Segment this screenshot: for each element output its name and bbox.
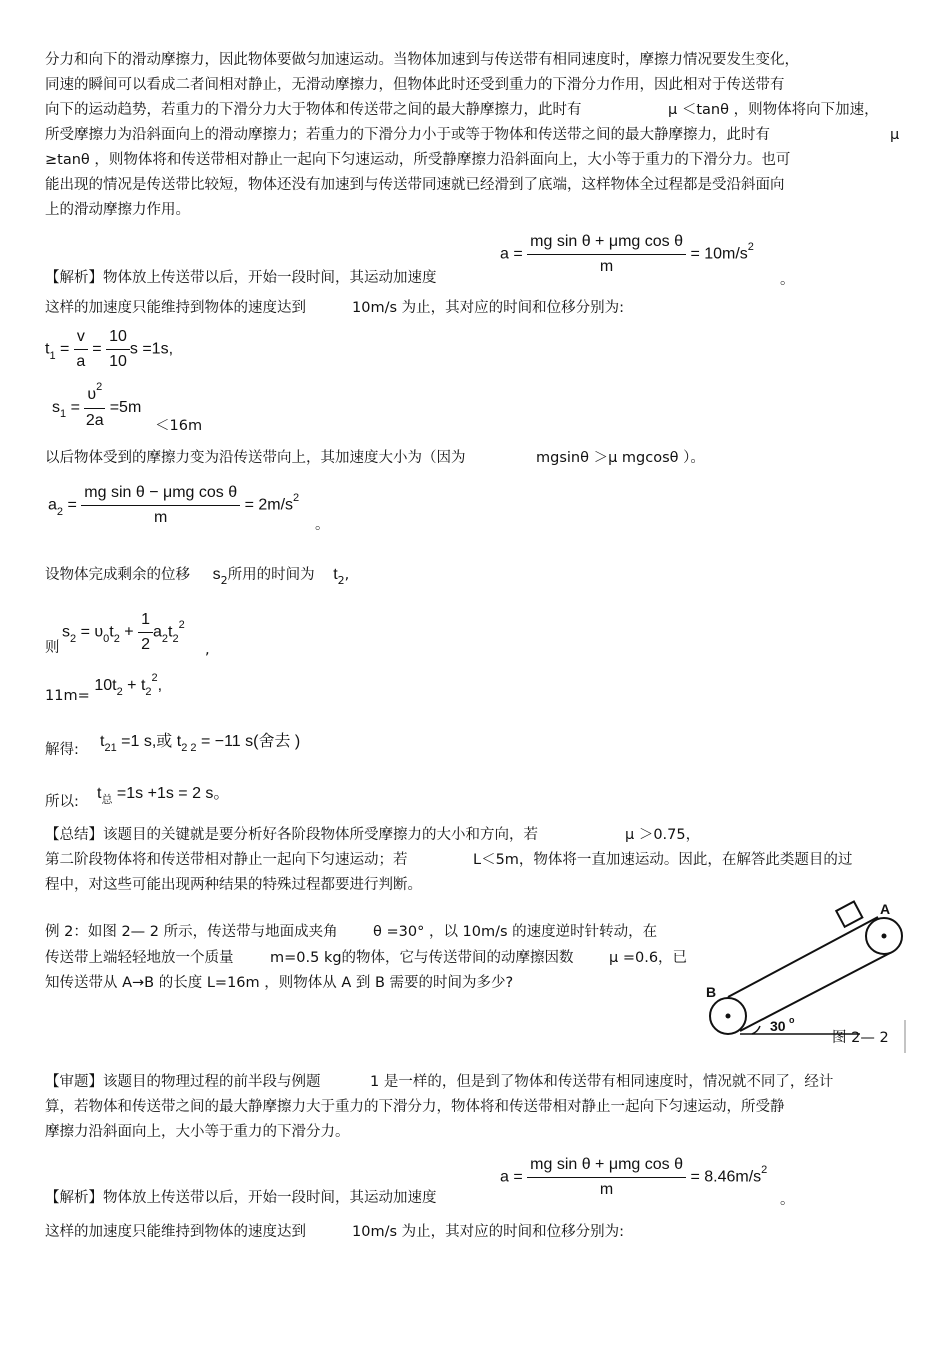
t1-formula: $t_1$ = $\frac{v}{a}$ = $\frac{10}{10}$ s =1s, xyxy=(45,328,174,370)
summary-fragment: μ ＞0.75， xyxy=(625,827,701,843)
formula-period: 。 xyxy=(315,517,330,533)
acceleration-formula: a = $\frac{\text{mg sin θ + μmg cos θ}}{m}$ = $10m/s^2$ xyxy=(500,233,754,275)
paragraph-fragment: 10m/s 为止，其对应的时间和位移分别为: xyxy=(352,300,625,316)
pulley-b-axle xyxy=(726,1014,731,1019)
example-fragment: θ =30° ，以 10m/s 的速度逆时针转动，在 xyxy=(373,924,658,940)
example-line: 例 2：如图 2— 2 所示，传送带与地面成夹角 xyxy=(45,924,338,940)
example-fragment: μ =0.6，已 xyxy=(609,950,688,966)
block xyxy=(836,902,862,927)
paragraph-line: 以后物体受到的摩擦力变为沿传送带向上，其加速度大小为（因为 xyxy=(45,450,466,466)
s2-formula: $s_2 = \upsilon_0t_2$ + $\frac{1}{2}$ $a_2t_2^2$ xyxy=(62,611,185,653)
belt-top-line xyxy=(728,917,878,997)
paragraph-line: 能出现的情况是传送带比较短，物体还没有加速到与传送带同速就已经滑到了底端，这样物体全过程都是受沿斜面向 xyxy=(45,177,785,193)
paragraph-line: 分力和向下的滑动摩擦力，因此物体要做匀加速运动。当物体加速到与传送带有相同速度时，摩擦力情况要发生变化， xyxy=(45,52,799,68)
label-b: B xyxy=(706,984,717,1000)
eq11-line: $11m= 10t_2 + t_2^2$, xyxy=(45,672,163,704)
formula-period: 。 xyxy=(780,272,795,288)
review-line: 算，若物体和传送带之间的最大静摩擦力大于重力的下滑分力，物体将和传送带相对静止一起向下匀速运动，所受静 xyxy=(45,1099,785,1115)
acceleration-formula-2: a = $\frac{\text{mg sin θ + μmg cos θ}}{m}$ = $8.46m/s^2$ xyxy=(500,1156,768,1198)
example-line: 知传送带从 A→B 的长度 L=16m ，则物体从 A 到 B 需要的时间为多少? xyxy=(45,975,514,991)
paragraph-line: 向下的运动趋势，若重力的下滑分力大于物体和传送带之间的最大静摩擦力，此时有 xyxy=(45,102,582,118)
s1-comparison: ＜16m xyxy=(155,418,203,434)
summary-fragment: L＜5m，物体将一直加速运动。因此，在解答此类题目的过 xyxy=(473,852,853,868)
review-line: 【审题】该题目的物理过程的前半段与例题 xyxy=(45,1074,321,1090)
angle-arc xyxy=(752,1026,760,1034)
paragraph-line: 这样的加速度只能维持到物体的速度达到 xyxy=(45,300,306,316)
paragraph-fragment: μ ＜tanθ ，则物体将向下加速， xyxy=(668,102,879,118)
total-time-formula: $t_总 =1s +1s = 2$ s。 xyxy=(97,785,230,806)
paragraph-line: 上的滑动摩擦力作用。 xyxy=(45,202,190,218)
solution-intro: 【解析】物体放上传送带以后，开始一段时间，其运动加速度 xyxy=(45,1190,437,1206)
angle-degree: o xyxy=(789,1015,795,1025)
paragraph-fragment: mgsinθ ＞μ mgcosθ ）。 xyxy=(536,450,705,466)
example-line: 传送带上端轻轻地放一个质量 xyxy=(45,950,234,966)
formula-comma: , xyxy=(205,642,210,658)
summary-line: 第二阶段物体将和传送带相对静止一起向下匀速运动；若 xyxy=(45,852,408,868)
angle-label: 30 xyxy=(770,1018,786,1034)
paragraph-line: 这样的加速度只能维持到物体的速度达到 xyxy=(45,1224,306,1240)
example-fragment: m=0.5 kg的物体，它与传送带间的动摩擦因数 xyxy=(270,950,574,966)
solution-intro: 【解析】物体放上传送带以后，开始一段时间，其运动加速度 xyxy=(45,270,437,286)
review-fragment: 1 是一样的，但是到了物体和传送带有相同速度时，情况就不同了，经计 xyxy=(370,1074,834,1090)
review-line: 摩擦力沿斜面向上，大小等于重力的下滑分力。 xyxy=(45,1124,350,1140)
s1-formula: $s_1$ = $\frac{\upsilon^2}{2a}$ =5m xyxy=(52,381,142,429)
solve-formula: $t_{21} =1$ s,或 $t_{2 2} = -11$ s(舍去 ) xyxy=(100,733,301,754)
formula-period: 。 xyxy=(780,1192,795,1208)
paragraph-line: 所受摩擦力为沿斜面向上的滑动摩擦力；若重力的下滑分力小于或等于物体和传送带之间的最大静摩擦力，此时有 xyxy=(45,127,770,143)
paragraph-line: ≥tanθ ，则物体将和传送带相对静止一起向下匀速运动，所受静摩擦力沿斜面向上，大小等于重力的下滑分力。也可 xyxy=(45,152,791,168)
solve-label: 解得: xyxy=(45,742,79,758)
paragraph-line: 同速的瞬间可以看成二者间相对静止，无滑动摩擦力，但物体此时还受到重力的下滑分力作用，因此相对于传送带有 xyxy=(45,77,785,93)
paragraph-fragment: 10m/s 为止，其对应的时间和位移分别为: xyxy=(352,1224,625,1240)
label-a: A xyxy=(880,901,891,917)
then-label: 则 xyxy=(45,640,60,656)
paragraph-fragment: μ xyxy=(890,127,900,143)
set-line: 设物体完成剩余的位移 $s_2$所用的时间为 $t_2$, xyxy=(45,566,350,587)
a2-formula: $a_2$ = $\frac{\text{mg sin θ − μmg cos θ}}{m}$ = $2m/s^2$ xyxy=(48,484,300,526)
belt-bottom-line xyxy=(740,952,892,1031)
pulley-a-axle xyxy=(882,934,887,939)
summary-line: 程中，对这些可能出现两种结果的特殊过程都要进行判断。 xyxy=(45,877,422,893)
figure-caption: 图 2— 2 xyxy=(832,1030,889,1046)
so-label: 所以: xyxy=(45,794,79,810)
summary-line: 【总结】该题目的关键就是要分析好各阶段物体所受摩擦力的大小和方向，若 xyxy=(45,827,538,843)
